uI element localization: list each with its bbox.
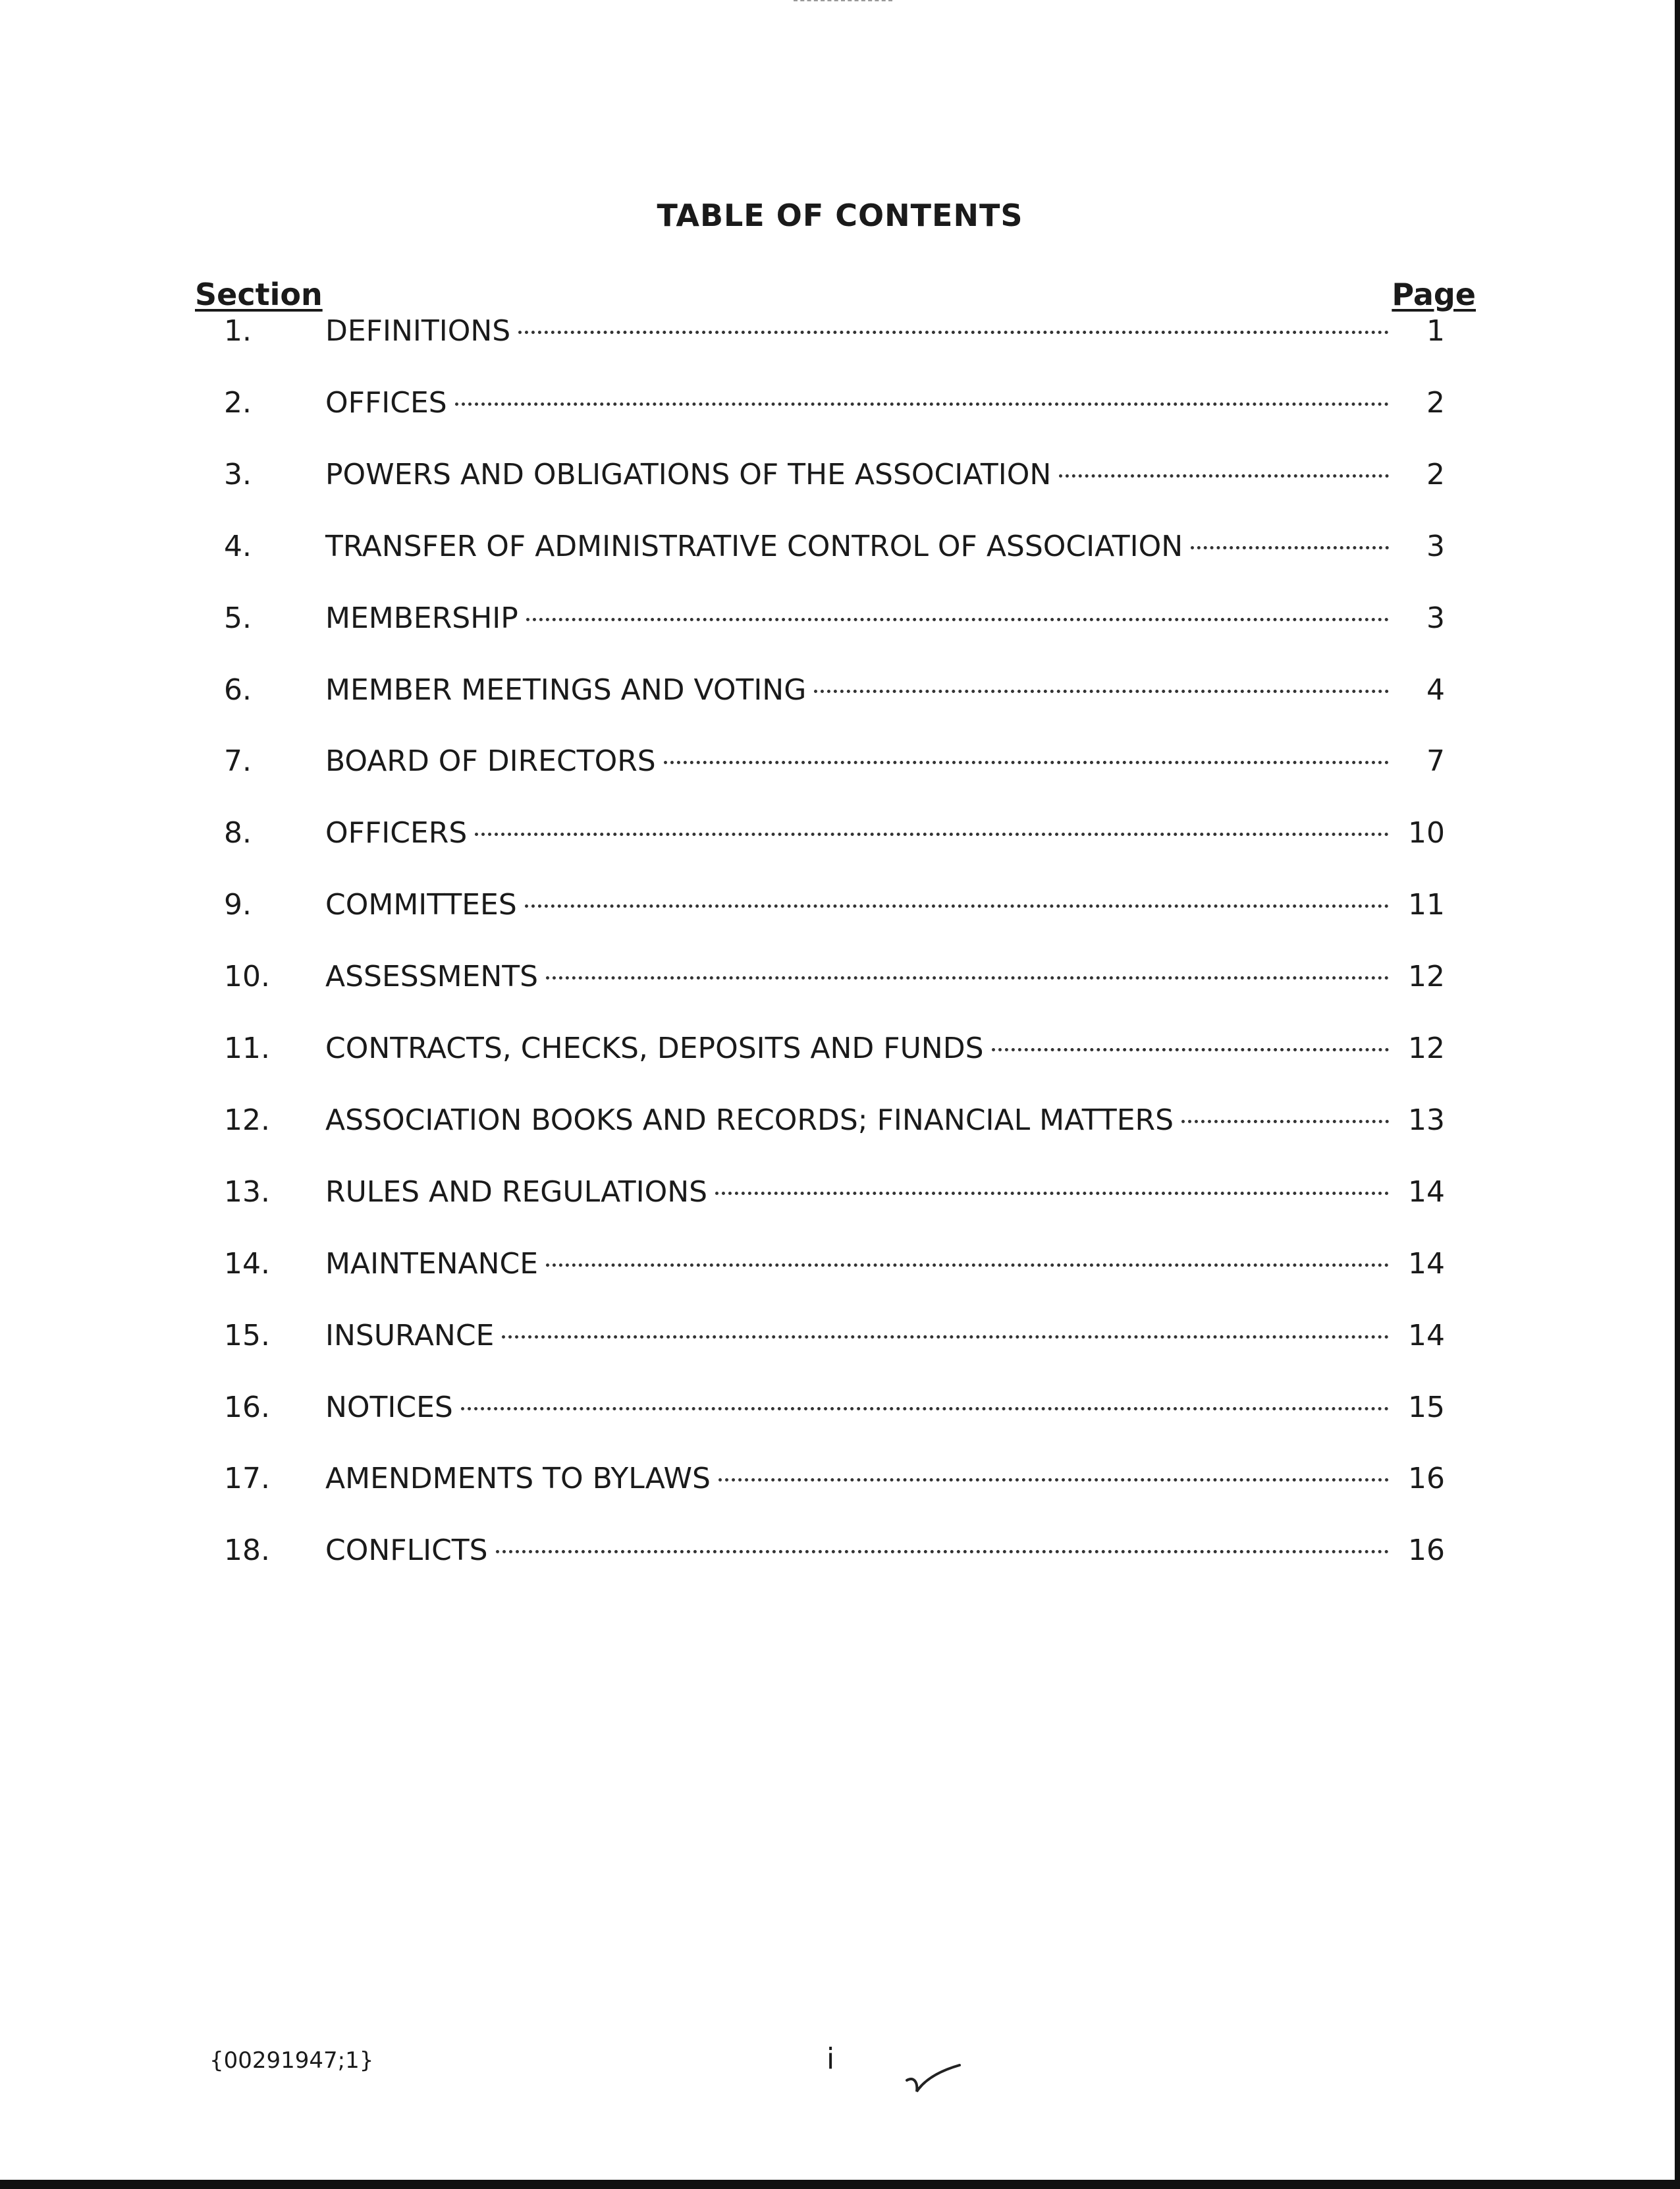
handwritten-initial-mark bbox=[904, 2062, 963, 2101]
toc-page-number: 16 bbox=[1408, 1462, 1445, 1496]
toc-dot-leader bbox=[715, 1192, 1389, 1195]
toc-section-title: COMMITTEES bbox=[325, 888, 517, 922]
toc-entry bbox=[325, 742, 1445, 781]
toc-row bbox=[0, 671, 1680, 710]
toc-section-title: POWERS AND OBLIGATIONS OF THE ASSOCIATION bbox=[325, 457, 1052, 491]
toc-dot-leader bbox=[525, 904, 1389, 908]
toc-page-number: 2 bbox=[1426, 457, 1445, 491]
toc-section-title: ASSESSMENTS bbox=[325, 960, 539, 994]
toc-dot-leader bbox=[1191, 546, 1389, 549]
toc-section-number: 8. bbox=[224, 816, 252, 850]
toc-section-number: 14. bbox=[224, 1246, 270, 1281]
toc-row bbox=[0, 1316, 1680, 1356]
toc-row bbox=[0, 1459, 1680, 1499]
toc-dot-leader bbox=[992, 1048, 1389, 1051]
toc-entry bbox=[325, 1029, 1445, 1068]
toc-section-number: 11. bbox=[224, 1032, 270, 1065]
toc-dot-leader bbox=[1059, 474, 1389, 478]
page-number: i bbox=[826, 2042, 835, 2076]
toc-page-number: 13 bbox=[1408, 1103, 1445, 1137]
toc-section-title: CONFLICTS bbox=[325, 1534, 488, 1568]
toc-row bbox=[0, 957, 1680, 997]
toc-page-number: 12 bbox=[1408, 960, 1445, 994]
toc-page-number: 10 bbox=[1408, 816, 1445, 850]
toc-row bbox=[0, 599, 1680, 638]
toc-section-number: 4. bbox=[224, 529, 252, 563]
scan-edge-bottom bbox=[0, 2180, 1680, 2189]
toc-section-number: 10. bbox=[224, 960, 270, 994]
toc-row bbox=[0, 742, 1680, 781]
toc-section-title: AMENDMENTS TO BYLAWS bbox=[325, 1462, 711, 1496]
toc-page-number: 14 bbox=[1408, 1175, 1445, 1209]
toc-section-title: OFFICERS bbox=[325, 816, 468, 850]
toc-section-title: CONTRACTS, CHECKS, DEPOSITS AND FUNDS bbox=[325, 1032, 984, 1065]
toc-dot-leader bbox=[518, 331, 1389, 334]
toc-entry bbox=[325, 671, 1445, 710]
scan-artifact-top bbox=[794, 0, 892, 4]
toc-section-title: RULES AND REGULATIONS bbox=[325, 1175, 708, 1209]
toc-row bbox=[0, 383, 1680, 423]
toc-section-number: 12. bbox=[224, 1103, 270, 1137]
toc-entry bbox=[325, 383, 1445, 423]
toc-dot-leader bbox=[664, 761, 1389, 764]
toc-entry bbox=[325, 455, 1445, 495]
toc-dot-leader bbox=[461, 1407, 1389, 1410]
toc-section-title: DEFINITIONS bbox=[325, 314, 511, 348]
toc-section-number: 15. bbox=[224, 1318, 270, 1352]
toc-section-title: ASSOCIATION BOOKS AND RECORDS; FINANCIAL MATTERS bbox=[325, 1103, 1174, 1137]
toc-dot-leader bbox=[718, 1478, 1389, 1482]
toc-row bbox=[0, 312, 1680, 351]
toc-section-title: MEMBERSHIP bbox=[325, 601, 518, 635]
toc-entry bbox=[325, 1173, 1445, 1212]
toc-entry bbox=[325, 957, 1445, 997]
toc-page-number: 4 bbox=[1426, 673, 1445, 707]
toc-dot-leader bbox=[546, 1263, 1389, 1267]
toc-row bbox=[0, 1101, 1680, 1140]
toc-dot-leader bbox=[546, 976, 1389, 980]
toc-row bbox=[0, 1531, 1680, 1570]
toc-section-number: 7. bbox=[224, 744, 252, 779]
toc-page-number: 14 bbox=[1408, 1318, 1445, 1352]
toc-page-number: 7 bbox=[1426, 744, 1445, 779]
toc-section-title: NOTICES bbox=[325, 1390, 453, 1424]
toc-section-number: 18. bbox=[224, 1534, 270, 1568]
toc-entry bbox=[325, 1316, 1445, 1356]
toc-row bbox=[0, 455, 1680, 495]
toc-dot-leader bbox=[475, 833, 1389, 836]
page-column-header: Page bbox=[1392, 277, 1476, 312]
toc-page-number: 14 bbox=[1408, 1246, 1445, 1281]
toc-section-title: MEMBER MEETINGS AND VOTING bbox=[325, 673, 807, 707]
toc-page-number: 16 bbox=[1408, 1534, 1445, 1568]
toc-section-number: 1. bbox=[224, 314, 252, 348]
toc-dot-leader bbox=[1181, 1120, 1389, 1123]
toc-section-title: MAINTENANCE bbox=[325, 1246, 539, 1281]
page-title: TABLE OF CONTENTS bbox=[657, 198, 1023, 233]
toc-section-number: 17. bbox=[224, 1462, 270, 1496]
toc-dot-leader bbox=[814, 690, 1389, 693]
toc-entry bbox=[325, 1531, 1445, 1570]
toc-dot-leader bbox=[496, 1550, 1389, 1553]
toc-entry bbox=[325, 1101, 1445, 1140]
toc-entry bbox=[325, 885, 1445, 925]
section-column-header: Section bbox=[195, 277, 323, 312]
toc-row bbox=[0, 527, 1680, 567]
toc-section-number: 3. bbox=[224, 457, 252, 491]
toc-page-number: 15 bbox=[1408, 1390, 1445, 1424]
toc-row bbox=[0, 1029, 1680, 1068]
toc-section-number: 13. bbox=[224, 1175, 270, 1209]
toc-entry bbox=[325, 1459, 1445, 1499]
toc-entry bbox=[325, 312, 1445, 351]
toc-entry bbox=[325, 1244, 1445, 1284]
toc-row bbox=[0, 814, 1680, 853]
toc-page-number: 3 bbox=[1426, 529, 1445, 563]
toc-entry bbox=[325, 1388, 1445, 1427]
toc-entry bbox=[325, 814, 1445, 853]
toc-page-number: 12 bbox=[1408, 1032, 1445, 1065]
toc-section-title: OFFICES bbox=[325, 385, 447, 420]
toc-row bbox=[0, 1173, 1680, 1212]
toc-section-title: BOARD OF DIRECTORS bbox=[325, 744, 656, 779]
toc-dot-leader bbox=[502, 1335, 1389, 1339]
toc-page-number: 3 bbox=[1426, 601, 1445, 635]
toc-section-number: 6. bbox=[224, 673, 252, 707]
toc-section-title: INSURANCE bbox=[325, 1318, 495, 1352]
toc-dot-leader bbox=[455, 402, 1389, 406]
toc-section-number: 9. bbox=[224, 888, 252, 922]
toc-section-number: 16. bbox=[224, 1390, 270, 1424]
toc-row bbox=[0, 1244, 1680, 1284]
toc-section-number: 2. bbox=[224, 385, 252, 420]
document-id: {00291947;1} bbox=[209, 2047, 374, 2074]
toc-entry bbox=[325, 527, 1445, 567]
toc-section-number: 5. bbox=[224, 601, 252, 635]
toc-row bbox=[0, 1388, 1680, 1427]
toc-dot-leader bbox=[526, 618, 1389, 621]
toc-row bbox=[0, 885, 1680, 925]
toc-entry bbox=[325, 599, 1445, 638]
toc-page-number: 1 bbox=[1426, 314, 1445, 348]
toc-page-number: 11 bbox=[1408, 888, 1445, 922]
toc-section-title: TRANSFER OF ADMINISTRATIVE CONTROL OF ASSOCIATION bbox=[325, 529, 1183, 563]
toc-page-number: 2 bbox=[1426, 385, 1445, 420]
